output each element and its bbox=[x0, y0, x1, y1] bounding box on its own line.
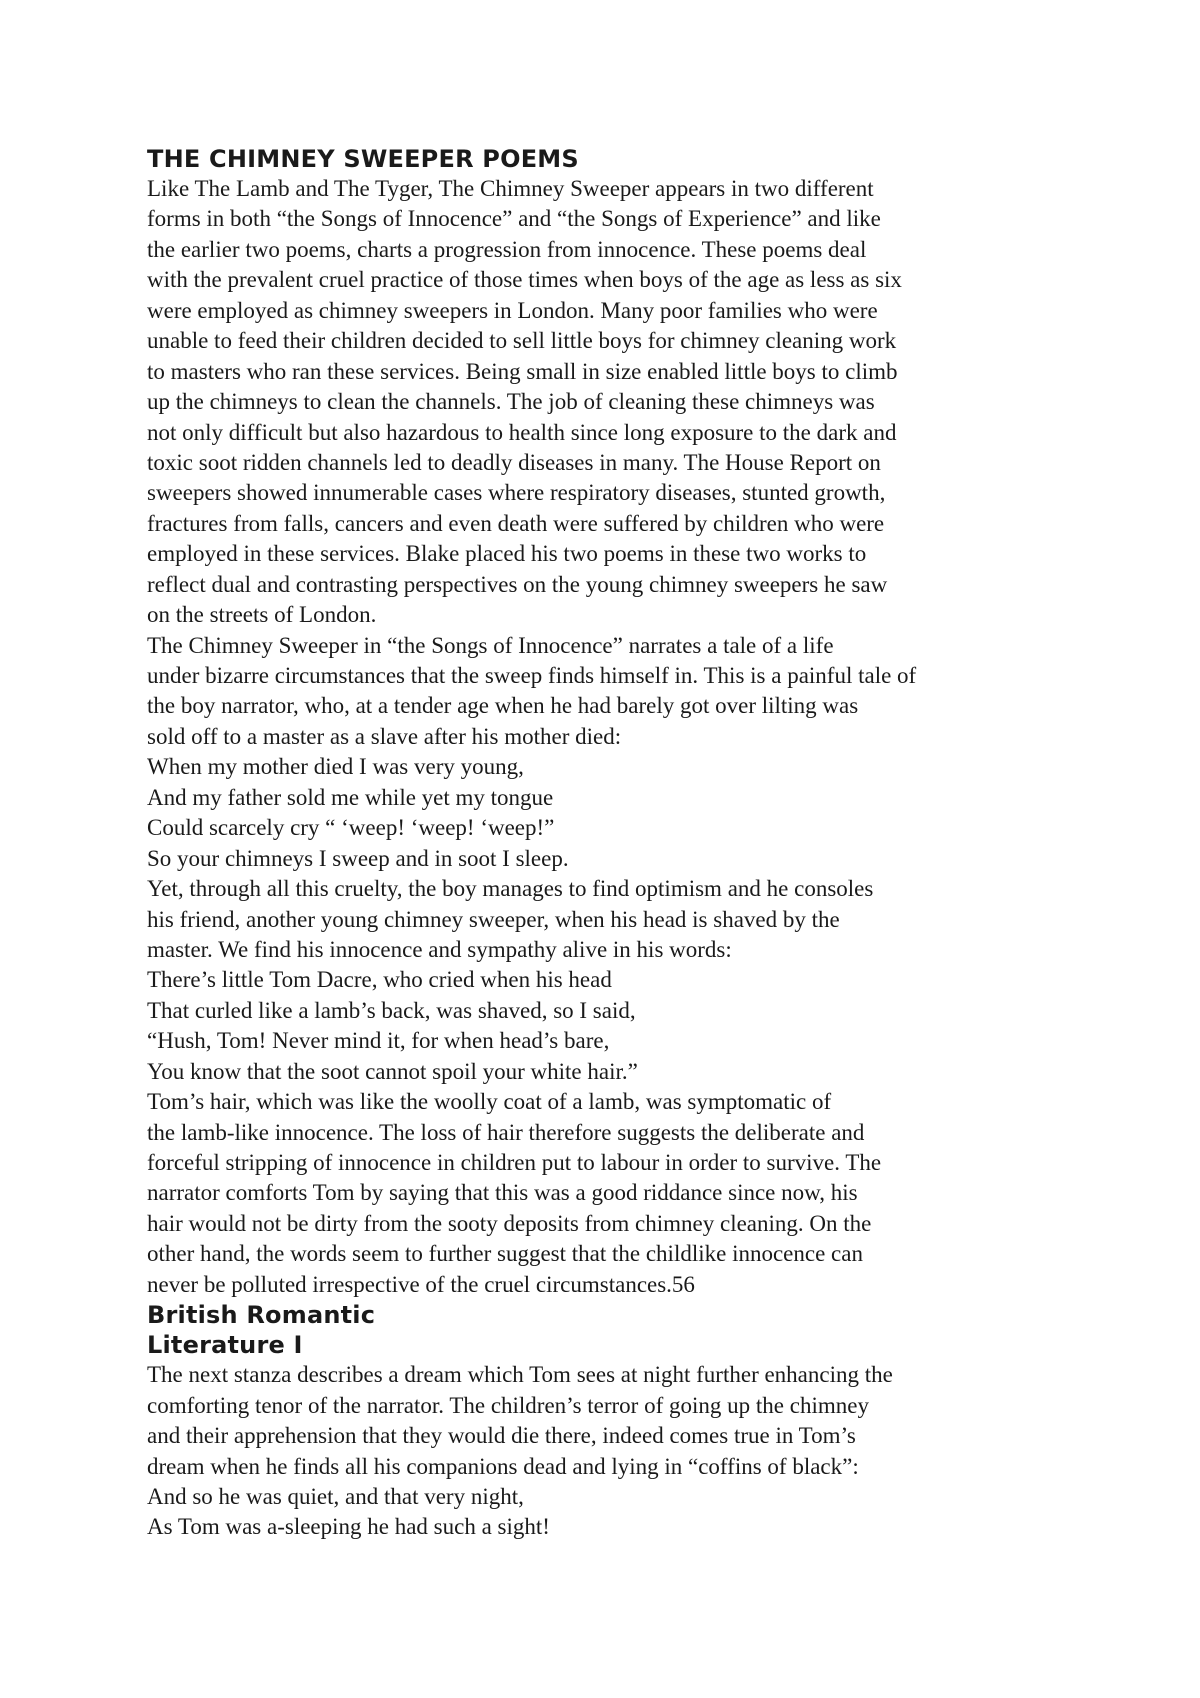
text-line: under bizarre circumstances that the sweep finds himself in. This is a painful tale of bbox=[147, 663, 917, 688]
text-line: And so he was quiet, and that very night, bbox=[147, 1483, 524, 1509]
text-line: sold off to a master as a slave after his mother died: bbox=[147, 723, 622, 749]
text-line: other hand, the words seem to further suggest that the childlike innocence can bbox=[147, 1241, 863, 1267]
text-line: never be polluted irrespective of the cruel circumstances.56 bbox=[147, 1271, 695, 1297]
text-line: When my mother died I was very young, bbox=[147, 754, 524, 780]
text-line: master. We find his innocence and sympathy alive in his words: bbox=[147, 936, 732, 962]
text-line: up the chimneys to clean the channels. The job of cleaning these chimneys was bbox=[147, 389, 875, 415]
text-line: unable to feed their children decided to sell little boys for chimney cleaning work bbox=[147, 328, 897, 354]
text-line: hair would not be dirty from the sooty deposits from chimney cleaning. On the bbox=[147, 1210, 872, 1236]
text-line: and their apprehension that they would die there, indeed comes true in Tom’s bbox=[147, 1423, 856, 1449]
text-line: employed in these services. Blake placed his two poems in these two works to bbox=[147, 541, 867, 567]
text-line: That curled like a lamb’s back, was shaved, so I said, bbox=[147, 997, 636, 1023]
text-line: were employed as chimney sweepers in London. Many poor families who were bbox=[147, 297, 878, 323]
text-line: Could scarcely cry “ ‘weep! ‘weep! ‘weep!” bbox=[147, 815, 555, 841]
section-heading: British Romantic bbox=[147, 1301, 376, 1330]
text-line: fractures from falls, cancers and even death were suffered by children who were bbox=[147, 510, 885, 536]
section-heading: THE CHIMNEY SWEEPER POEMS bbox=[147, 145, 579, 173]
text-line: Tom’s hair, which was like the woolly coat of a lamb, was symptomatic of bbox=[147, 1089, 832, 1115]
text-line: his friend, another young chimney sweeper, when his head is shaved by the bbox=[147, 906, 840, 932]
text-line: There’s little Tom Dacre, who cried when his head bbox=[147, 967, 612, 993]
text-line: with the prevalent cruel practice of those times when boys of the age as less as six bbox=[147, 267, 902, 293]
text-line: The Chimney Sweeper in “the Songs of Innocence” narrates a tale of a life bbox=[147, 632, 834, 658]
document-body bbox=[147, 144, 1047, 1543]
text-line: forms in both “the Songs of Innocence” and “the Songs of Experience” and like bbox=[147, 206, 881, 232]
text-line: So your chimneys I sweep and in soot I sleep. bbox=[147, 845, 569, 871]
section-heading: Literature I bbox=[147, 1331, 303, 1360]
text-line: the earlier two poems, charts a progression from innocence. These poems deal bbox=[147, 236, 867, 262]
text-line: toxic soot ridden channels led to deadly diseases in many. The House Report on bbox=[147, 449, 881, 475]
text-line: narrator comforts Tom by saying that this was a good riddance since now, his bbox=[147, 1180, 858, 1206]
text-line: the lamb-like innocence. The loss of hair therefore suggests the deliberate and bbox=[147, 1119, 865, 1145]
text-line: forceful stripping of innocence in children put to labour in order to survive. The bbox=[147, 1150, 882, 1175]
text-line: sweepers showed innumerable cases where respiratory diseases, stunted growth, bbox=[147, 480, 886, 506]
text-line: dream when he finds all his companions dead and lying in “coffins of black”: bbox=[147, 1453, 859, 1479]
text-line: And my father sold me while yet my tongue bbox=[147, 784, 554, 810]
text-line: reflect dual and contrasting perspectives on the young chimney sweepers he saw bbox=[147, 571, 888, 597]
text-line: Like The Lamb and The Tyger, The Chimney Sweeper appears in two different bbox=[147, 176, 874, 201]
text-line: Yet, through all this cruelty, the boy manages to find optimism and he consoles bbox=[147, 876, 874, 902]
text-line: the boy narrator, who, at a tender age when he had barely got over lilting was bbox=[147, 693, 859, 719]
text-line: The next stanza describes a dream which Tom sees at night further enhancing the bbox=[147, 1362, 893, 1388]
text-line: You know that the soot cannot spoil your white hair.” bbox=[147, 1058, 638, 1084]
text-line: not only difficult but also hazardous to health since long exposure to the dark and bbox=[147, 419, 897, 445]
text-line: on the streets of London. bbox=[147, 602, 377, 628]
text-line: “Hush, Tom! Never mind it, for when head’s bare, bbox=[147, 1028, 610, 1054]
text-line: comforting tenor of the narrator. The children’s terror of going up the chimney bbox=[147, 1392, 869, 1418]
text-line: As Tom was a-sleeping he had such a sight! bbox=[147, 1514, 550, 1540]
text-line: to masters who ran these services. Being small in size enabled little boys to climb bbox=[147, 358, 898, 384]
